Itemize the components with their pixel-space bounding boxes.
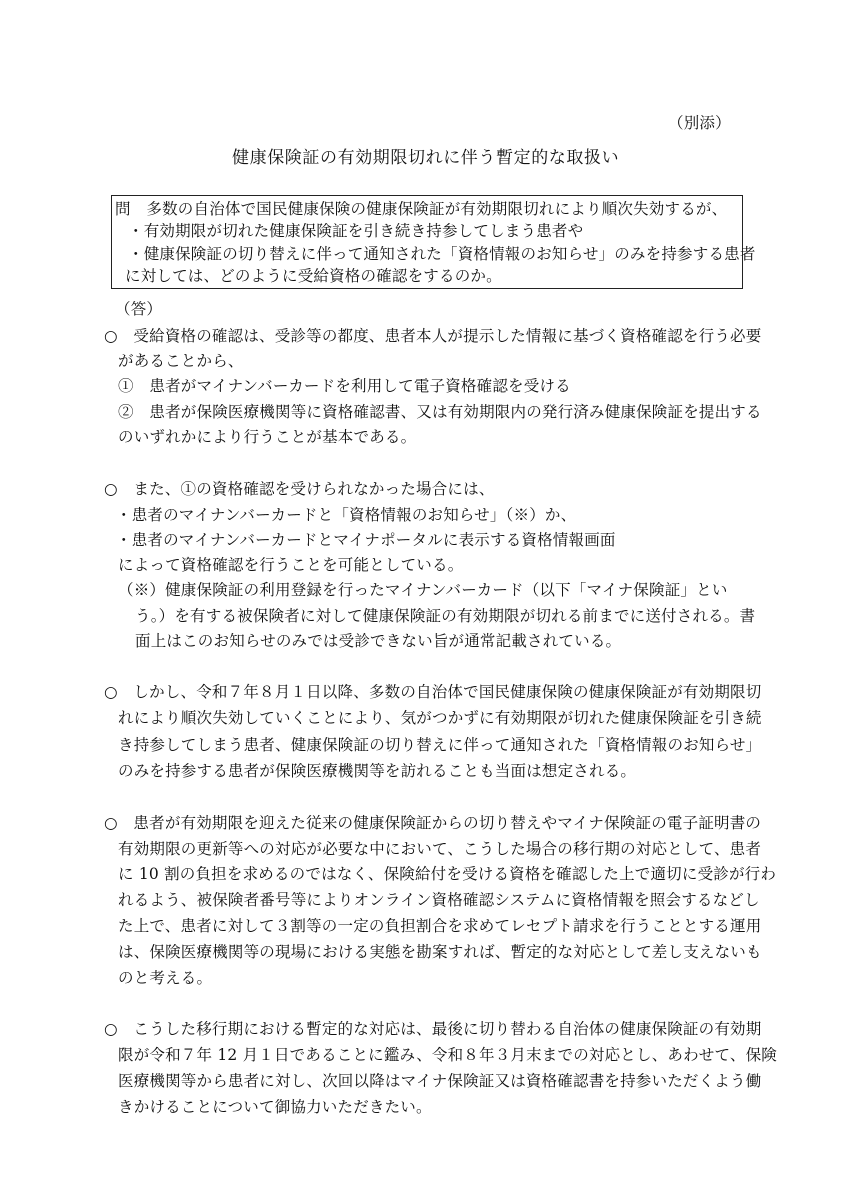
answer-paragraph-line: ○ しかし、令和７年８月１日以降、多数の自治体で国民健康保険の健康保険証が有効期限切 [104, 683, 762, 701]
answer-paragraph-line: ○ 患者が有効期限を迎えた従来の健康保険証からの切り替えやマイナ保険証の電子証明書の [104, 814, 762, 832]
answer-paragraph-line: ○ また、①の資格確認を受けられなかった場合には、 [104, 480, 495, 498]
question-line: ・有効期限が切れた健康保険証を引き続き持参してしまう患者や [128, 222, 584, 240]
attachment-label: （別添） [668, 114, 731, 132]
answer-label: （答） [115, 300, 163, 318]
answer-paragraph-line: ① 患者がマイナンバーカードを利用して電子資格確認を受ける [118, 377, 571, 395]
answer-paragraph-line: によって資格確認を行うことを可能としている。 [118, 556, 464, 574]
answer-note-line: う。）を有する被保険者に対して健康保険証の有効期限が切れる前までに送付される。書 [135, 607, 756, 625]
answer-paragraph-line: きかけることについて御協力いただきたい。 [118, 1098, 432, 1116]
question-line: ・健康保険証の切り替えに伴って通知された「資格情報のお知らせ」のみを持参する患者 [128, 245, 756, 263]
answer-paragraph-line: 有効期限の更新等への対応が必要な中において、こうした場合の移行期の対応として、患者 [118, 840, 762, 858]
answer-paragraph-line: ○ こうした移行期における暫定的な対応は、最後に切り替わる自治体の健康保険証の有効期 [104, 1020, 762, 1038]
answer-paragraph-line: ・患者のマイナンバーカードとマイナポータルに表示する資格情報画面 [116, 531, 616, 549]
answer-paragraph-line: に 10 割の負担を求めるのではなく、保険給付を受ける資格を確認した上で適切に受診が行わ [118, 865, 777, 883]
answer-paragraph-line: のみを持参する患者が保険医療機関等を訪れることも当面は想定される。 [118, 762, 637, 780]
question-line: に対しては、どのように受給資格の確認をするのか。 [125, 267, 502, 285]
answer-paragraph-line: は、保険医療機関等の現場における実態を勘案すれば、暫定的な対応として差し支えないも [118, 943, 762, 961]
answer-paragraph-line: れるよう、被保険者番号等によりオンライン資格確認システムに資格情報を照会するなどし [118, 891, 760, 909]
answer-paragraph-line: ② 患者が保険医療機関等に資格確認書、又は有効期限内の発行済み健康保険証を提出する [118, 403, 762, 421]
answer-paragraph-line: 医療機関等から患者に対し、次回以降はマイナ保険証又は資格確認書を持参いただくよう働 [118, 1072, 762, 1090]
answer-paragraph-line: れにより順次失効していくことにより、気がつかずに有効期限が切れた健康保険証を引き続 [118, 709, 762, 727]
page-title: 健康保険証の有効期限切れに伴う暫定的な取扱い [232, 148, 620, 168]
answer-paragraph-line: のと考える。 [118, 969, 213, 987]
answer-paragraph-line: き持参してしまう患者、健康保険証の切り替えに伴って通知された「資格情報のお知らせ」 [118, 736, 762, 754]
answer-paragraph-line: ・患者のマイナンバーカードと「資格情報のお知らせ」（※）か、 [116, 506, 577, 524]
question-line: 問 多数の自治体で国民健康保険の健康保険証が有効期限切れにより順次失効するが、 [115, 200, 728, 218]
answer-paragraph-line: ○ 受給資格の確認は、受診等の都度、患者本人が提示した情報に基づく資格確認を行う必要 [104, 327, 762, 345]
answer-paragraph-line: た上で、患者に対して３割等の一定の負担割合を求めてレセプト請求を行うこととする運用 [118, 917, 762, 935]
answer-paragraph-line: があることから、 [118, 352, 244, 370]
answer-note-line: 面上はこのお知らせのみでは受診できない旨が通常記載されている。 [135, 632, 622, 650]
answer-paragraph-line: のいずれかにより行うことが基本である。 [118, 428, 417, 446]
answer-paragraph-line: 限が令和７年 12 月１日であることに鑑み、令和８年３月末までの対応とし、あわせて、保険 [118, 1046, 778, 1064]
answer-note-line: （※）健康保険証の利用登録を行ったマイナンバーカード（以下「マイナ保険証」とい [118, 581, 728, 599]
